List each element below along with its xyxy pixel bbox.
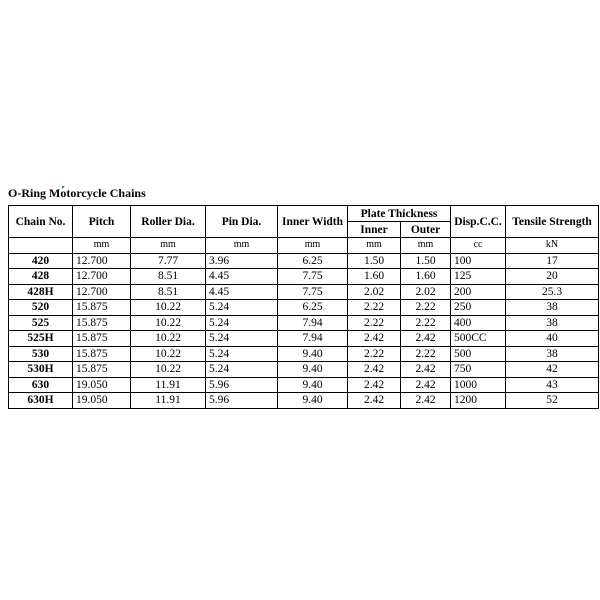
cell-pin-dia: 5.24	[206, 346, 278, 362]
cell-pin-dia: 4.45	[206, 269, 278, 285]
cell-plate-inner: 2.02	[348, 284, 401, 300]
cell-roller-dia: 10.22	[131, 331, 206, 347]
units-row	[9, 238, 599, 254]
unit-cell: mm	[73, 238, 131, 254]
cell-inner-width: 7.75	[278, 284, 348, 300]
header-roller-dia: Roller Dia.	[131, 206, 206, 238]
cell-inner-width: 7.94	[278, 331, 348, 347]
cell-pin-dia: 5.24	[206, 300, 278, 316]
table-row	[9, 362, 599, 378]
cell-pin-dia: 3.96	[206, 253, 278, 269]
cell-disp-cc: 125	[451, 269, 506, 285]
cell-plate-inner: 2.42	[348, 377, 401, 393]
cell-tensile-strength: 40	[506, 331, 599, 347]
table-row	[9, 269, 599, 285]
cell-plate-inner: 2.42	[348, 393, 401, 409]
cell-plate-inner: 1.50	[348, 253, 401, 269]
cell-inner-width: 9.40	[278, 377, 348, 393]
cell-disp-cc: 100	[451, 253, 506, 269]
header-plate-thickness: Plate Thickness	[348, 206, 451, 222]
cell-plate-outer: 2.22	[401, 315, 451, 331]
cell-pitch: 12.700	[73, 284, 131, 300]
unit-cell: mm	[131, 238, 206, 254]
cell-chain-no: 420	[9, 253, 73, 269]
cell-disp-cc: 1200	[451, 393, 506, 409]
cell-tensile-strength: 17	[506, 253, 599, 269]
cell-plate-outer: 2.42	[401, 362, 451, 378]
cell-disp-cc: 500	[451, 346, 506, 362]
cell-roller-dia: 10.22	[131, 315, 206, 331]
cell-chain-no: 428	[9, 269, 73, 285]
cell-chain-no: 630	[9, 377, 73, 393]
cell-pitch: 19.050	[73, 393, 131, 409]
table-row	[9, 300, 599, 316]
header-plate-inner: Inner	[348, 222, 401, 238]
unit-cell: cc	[451, 238, 506, 254]
cell-tensile-strength: 38	[506, 315, 599, 331]
cell-roller-dia: 8.51	[131, 284, 206, 300]
header-plate-outer: Outer	[401, 222, 451, 238]
table-row	[9, 346, 599, 362]
unit-cell: mm	[206, 238, 278, 254]
cell-disp-cc: 500CC	[451, 331, 506, 347]
table-row	[9, 331, 599, 347]
cell-roller-dia: 11.91	[131, 377, 206, 393]
cell-plate-inner: 1.60	[348, 269, 401, 285]
cell-tensile-strength: 43	[506, 377, 599, 393]
cell-inner-width: 7.75	[278, 269, 348, 285]
cell-inner-width: 9.40	[278, 393, 348, 409]
cell-pin-dia: 5.24	[206, 315, 278, 331]
cell-pitch: 15.875	[73, 300, 131, 316]
header-disp-cc: Disp.C.C.	[451, 206, 506, 238]
cell-roller-dia: 11.91	[131, 393, 206, 409]
cell-roller-dia: 10.22	[131, 300, 206, 316]
cell-plate-outer: 2.42	[401, 377, 451, 393]
cell-pitch: 15.875	[73, 331, 131, 347]
table-row	[9, 284, 599, 300]
cell-roller-dia: 7.77	[131, 253, 206, 269]
cell-pin-dia: 5.96	[206, 393, 278, 409]
header-inner-width: Inner Width	[278, 206, 348, 238]
unit-cell: kN	[506, 238, 599, 254]
cell-plate-outer: 2.22	[401, 346, 451, 362]
cell-tensile-strength: 38	[506, 346, 599, 362]
table-row	[9, 253, 599, 269]
cell-pin-dia: 5.24	[206, 362, 278, 378]
cell-pitch: 15.875	[73, 315, 131, 331]
cell-plate-outer: 2.42	[401, 393, 451, 409]
cell-disp-cc: 400	[451, 315, 506, 331]
cell-tensile-strength: 52	[506, 393, 599, 409]
table-row	[9, 315, 599, 331]
cell-disp-cc: 750	[451, 362, 506, 378]
cell-roller-dia: 10.22	[131, 346, 206, 362]
cell-plate-outer: 2.22	[401, 300, 451, 316]
cell-plate-outer: 2.02	[401, 284, 451, 300]
unit-cell	[9, 238, 73, 254]
cell-chain-no: 428H	[9, 284, 73, 300]
cell-tensile-strength: 42	[506, 362, 599, 378]
cell-plate-inner: 2.22	[348, 300, 401, 316]
unit-cell: mm	[348, 238, 401, 254]
cell-plate-outer: 1.50	[401, 253, 451, 269]
cell-pitch: 15.875	[73, 346, 131, 362]
unit-cell: mm	[401, 238, 451, 254]
cell-chain-no: 525	[9, 315, 73, 331]
cell-disp-cc: 200	[451, 284, 506, 300]
cell-chain-no: 525H	[9, 331, 73, 347]
cell-tensile-strength: 38	[506, 300, 599, 316]
table-row	[9, 377, 599, 393]
cell-inner-width: 7.94	[278, 315, 348, 331]
cell-pin-dia: 5.24	[206, 331, 278, 347]
cell-plate-outer: 1.60	[401, 269, 451, 285]
cell-plate-outer: 2.42	[401, 331, 451, 347]
cell-roller-dia: 10.22	[131, 362, 206, 378]
header-pin-dia: Pin Dia.	[206, 206, 278, 238]
table-row	[9, 393, 599, 409]
cell-chain-no: 520	[9, 300, 73, 316]
cell-disp-cc: 250	[451, 300, 506, 316]
table-body	[9, 238, 599, 409]
cell-pin-dia: 4.45	[206, 284, 278, 300]
cell-pitch: 19.050	[73, 377, 131, 393]
page-title: O-Ring Motorcycle Chains	[8, 186, 146, 200]
cell-chain-no: 630H	[9, 393, 73, 409]
cell-tensile-strength: 25.3	[506, 284, 599, 300]
cell-inner-width: 6.25	[278, 253, 348, 269]
cell-pitch: 12.700	[73, 253, 131, 269]
cell-pitch: 15.875	[73, 362, 131, 378]
cell-plate-inner: 2.42	[348, 331, 401, 347]
cell-plate-inner: 2.22	[348, 315, 401, 331]
table-header	[9, 206, 599, 238]
cell-disp-cc: 1000	[451, 377, 506, 393]
cell-pitch: 12.700	[73, 269, 131, 285]
cell-inner-width: 9.40	[278, 346, 348, 362]
cell-inner-width: 6.25	[278, 300, 348, 316]
cell-chain-no: 530H	[9, 362, 73, 378]
header-tensile-strength: Tensile Strength	[506, 206, 599, 238]
cell-roller-dia: 8.51	[131, 269, 206, 285]
cell-tensile-strength: 20	[506, 269, 599, 285]
cell-plate-inner: 2.42	[348, 362, 401, 378]
unit-cell: mm	[278, 238, 348, 254]
cell-pin-dia: 5.96	[206, 377, 278, 393]
cell-chain-no: 530	[9, 346, 73, 362]
cell-inner-width: 9.40	[278, 362, 348, 378]
chains-table	[8, 205, 599, 409]
header-chain-no: Chain No.	[9, 206, 73, 238]
cell-plate-inner: 2.22	[348, 346, 401, 362]
header-pitch: Pitch	[73, 206, 131, 238]
